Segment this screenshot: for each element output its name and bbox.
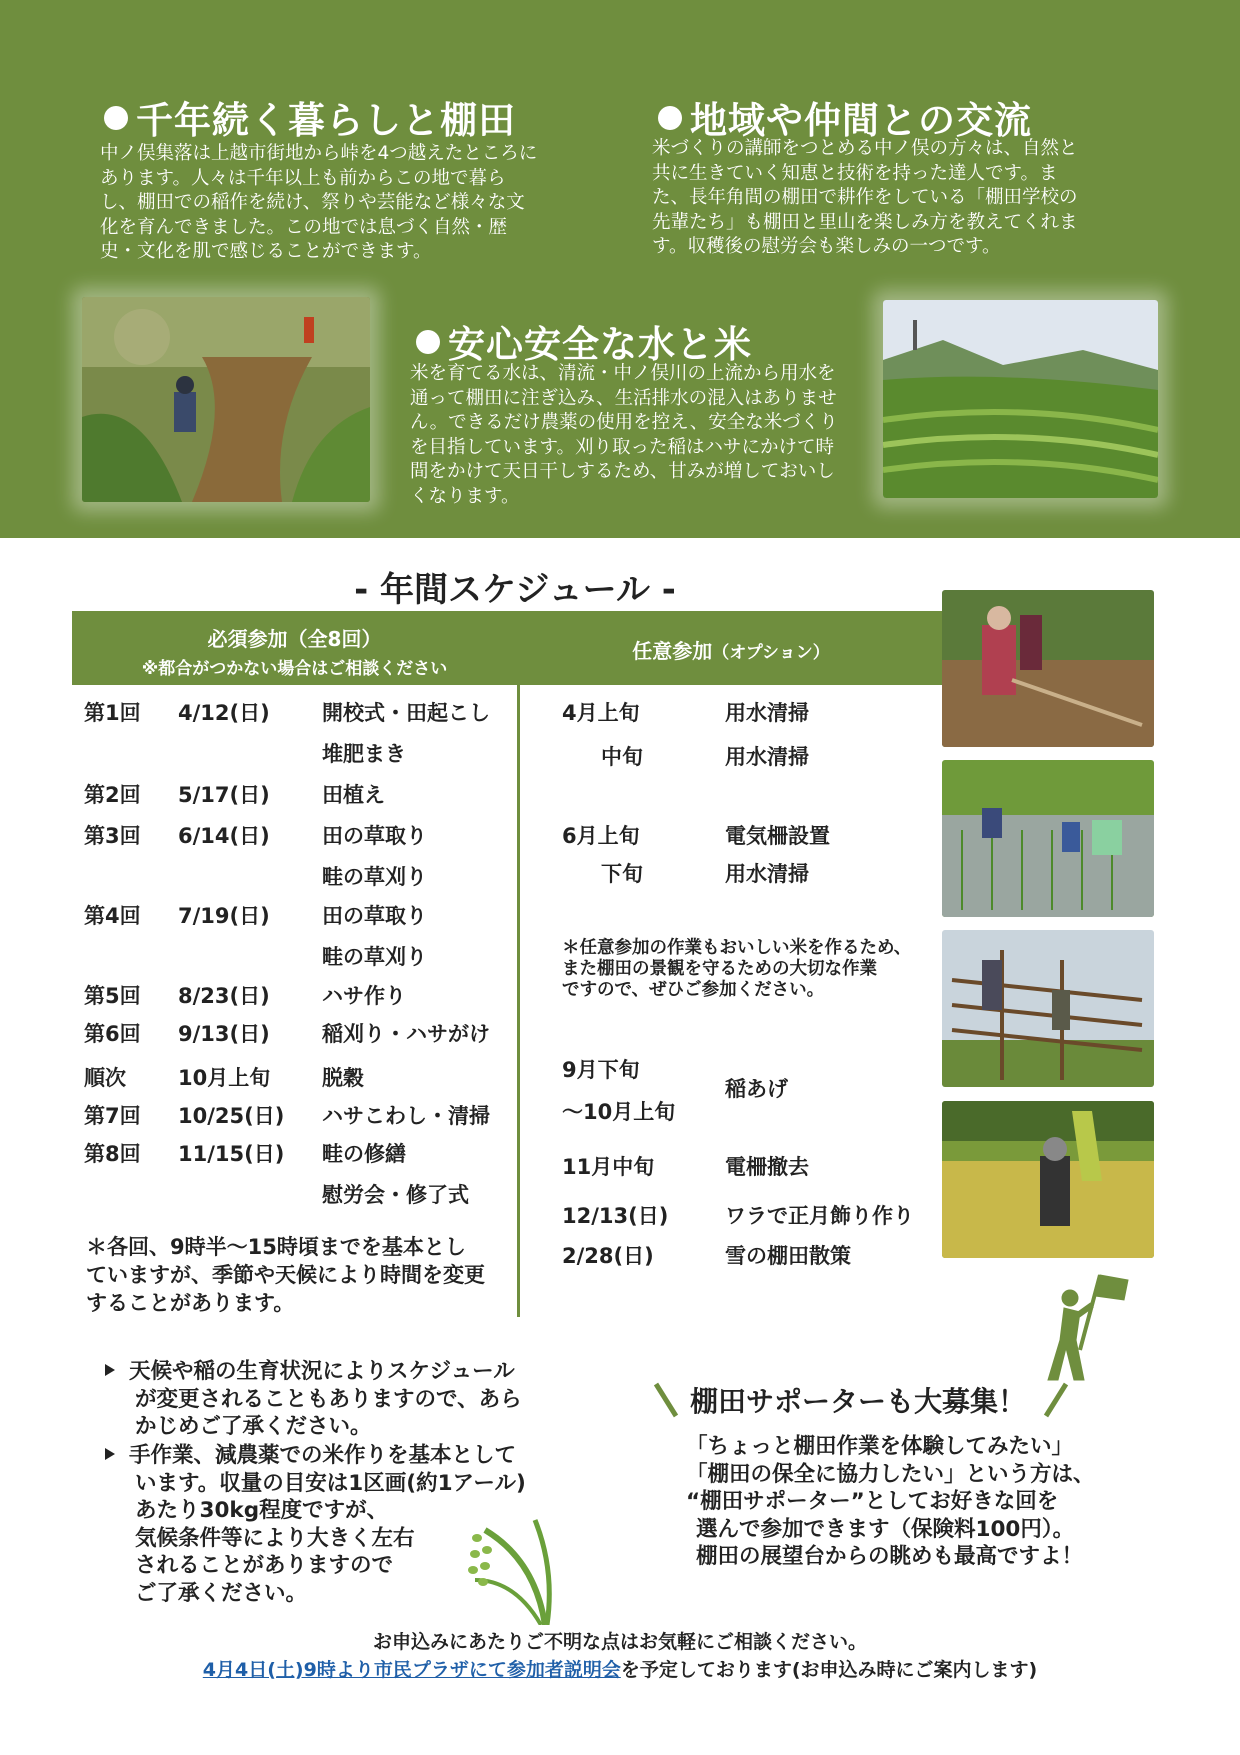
row-task: 田植え (322, 783, 385, 807)
supporter-heading (652, 1380, 1072, 1420)
row-task: 慰労会・修了式 (322, 1183, 469, 1207)
bullet-dot-icon (104, 106, 128, 130)
row-date: 10月上旬 (178, 1066, 271, 1090)
row-no: 順次 (84, 1066, 126, 1090)
row-task: ハサこわし・清掃 (322, 1104, 490, 1128)
row-date: 7/19(日) (178, 904, 270, 928)
row-no: 第6回 (84, 1022, 141, 1046)
schedule-title: - 年間スケジュール - (354, 570, 676, 610)
row-no: 第1回 (84, 701, 141, 725)
row-date: 6/14(日) (178, 824, 270, 848)
row-date: 10/25(日) (178, 1104, 285, 1128)
notice-bullet: 手作業、減農薬での米作りを基本として います。収量の目安は1区画(約1アール) あたり30kg程度ですが、 気候条件等により大きく左右 されることがありますので ご了承ください。 (105, 1442, 526, 1607)
row-task: 田の草取り (322, 904, 427, 928)
opt-date: 12/13(日) (562, 1204, 669, 1228)
row-date: 9/13(日) (178, 1022, 270, 1046)
bullet-dot-icon (416, 330, 440, 354)
row-task: 畦の修繕 (322, 1142, 406, 1166)
opt-task: 電柵撤去 (725, 1155, 809, 1179)
optional-header-label: 任意参加 (632, 639, 713, 663)
opt-date: 下旬 (601, 862, 643, 886)
canal-work-photo (942, 590, 1154, 747)
supporter-title: 棚田サポーターも大募集！ (690, 1385, 1027, 1418)
row-task: 稲刈り・ハサがけ (322, 1022, 490, 1046)
row-task: 畦の草刈り (322, 945, 427, 969)
row-date: 4/12(日) (178, 701, 270, 725)
terraced-landscape-photo (883, 300, 1158, 498)
row-task: 堆肥まき (322, 742, 406, 766)
briefing-session-link[interactable]: 4月4日(土)9時より市民プラザにて参加者説明会 (202, 1659, 621, 1681)
footer-contact: お申込みにあたりご不明な点はお気軽にご相談ください。 (372, 1631, 867, 1653)
opt-date: 6月上旬 (562, 824, 640, 848)
flag-person-icon (1040, 1270, 1130, 1389)
row-no: 第8回 (84, 1142, 141, 1166)
row-task: 田の草取り (322, 824, 427, 848)
drying-rack-photo (942, 930, 1154, 1087)
opt-task: 用水清掃 (725, 701, 809, 725)
opt-date: ～10月上旬 (562, 1100, 676, 1124)
opt-date: 2/28(日) (562, 1244, 654, 1268)
bullet-dot-icon (658, 106, 682, 130)
table-divider (517, 611, 520, 1317)
triangle-bullet-icon (105, 1448, 115, 1460)
opt-task: ワラで正月飾り作り (725, 1204, 914, 1228)
opt-date: 11月中旬 (562, 1155, 655, 1179)
opt-date: 9月下旬 (562, 1058, 640, 1082)
section-title-history: 千年続く暮らしと棚田 (104, 90, 516, 144)
accent-slash-icon (1040, 1380, 1070, 1420)
triangle-bullet-icon (105, 1364, 115, 1376)
section-body-history: 中ノ俣集落は上越市街地から峠を4つ越えたところにあります。人々は千年以上も前からこの地で暮らし、棚田での稲作を続け、祭りや芸能など様々な文化を育んできました。この地では息づく自然・歴史・文化を肌で感じることができます。 (100, 143, 538, 262)
opt-task: 稲あげ (725, 1077, 788, 1101)
row-task: 畦の草刈り (322, 865, 427, 889)
opt-date: 中旬 (601, 745, 643, 769)
row-task: 脱穀 (322, 1066, 364, 1090)
rice-planting-photo (942, 760, 1154, 917)
harvest-photo (942, 1101, 1154, 1258)
footer-info: 4月4日(土)9時より市民プラザにて参加者説明会を予定しております(お申込み時にご案内します) (202, 1659, 1038, 1681)
section-title-exchange: 地域や仲間との交流 (658, 90, 1032, 144)
opt-task: 用水清掃 (725, 745, 809, 769)
row-date: 8/23(日) (178, 984, 270, 1008)
row-date: 5/17(日) (178, 783, 270, 807)
optional-note-line: ですので、ぜひご参加ください。 (562, 980, 825, 1000)
rice-plant-icon (455, 1510, 575, 1629)
opt-task: 用水清掃 (725, 862, 809, 886)
section-body-water-rice: 米を育てる水は、清流・中ノ俣川の上流から用水を通って棚田に注ぎ込み、生活排水の混入はありません。できるだけ農薬の使用を控え、安全な米づくりを目指しています。刈り取った稲はハサにかけて時間をかけて天日干しするため、甘みが増しておいしくなります。 (410, 363, 838, 507)
optional-note-line: また棚田の景観を守るための大切な作業 (562, 959, 877, 979)
notice-bullet: 天候や稲の生育状況によりスケジュール が変更されることもありますので、あら かじめご了承ください。 (105, 1358, 522, 1441)
stream-clearing-photo (82, 297, 370, 502)
optional-header-small: （オプション） (712, 643, 830, 663)
row-no: 第2回 (84, 783, 141, 807)
required-header (72, 611, 517, 685)
opt-task: 電気柵設置 (725, 824, 830, 848)
row-task: 開校式・田起こし (322, 701, 490, 725)
row-date: 11/15(日) (178, 1142, 285, 1166)
row-no: 第7回 (84, 1104, 141, 1128)
required-note: ＊各回、9時半～15時頃までを基本としていますが、季節や天候により時間を変更することがあります。 (86, 1235, 485, 1315)
opt-task: 雪の棚田散策 (725, 1244, 851, 1268)
section-body-exchange: 米づくりの講師をつとめる中ノ俣の方々は、自然と共に生きていく知恵と技術を持った達人です。また、長年角間の棚田で耕作をしている「棚田学校の先輩たち」も棚田と里山を楽しみ方を教えてくれます。収穫後の慰労会も楽しみの一つです。 (652, 138, 1078, 257)
row-task: ハサ作り (322, 984, 406, 1008)
accent-slash-icon (652, 1380, 682, 1420)
optional-header (520, 611, 942, 685)
required-header-note: ※都合がつかない場合はご相談ください (141, 659, 448, 679)
supporter-body: 「ちょっと棚田作業を体験してみたい」 「棚田の保全に協力したい」という方は、 “棚田サポーター”としてお好きな回を 選んで参加できます（保険料100円）。 棚田の展望台からの眺めも最高ですよ！ (686, 1434, 1095, 1569)
row-no: 第4回 (84, 904, 141, 928)
section-title-water-rice: 安心安全な水と米 (416, 314, 752, 368)
opt-date: 4月上旬 (562, 701, 640, 725)
row-no: 第5回 (84, 984, 141, 1008)
optional-note-line: ＊任意参加の作業もおいしい米を作るため、 (562, 938, 912, 958)
row-no: 第3回 (84, 824, 141, 848)
required-header-label: 必須参加（全8回） (207, 627, 382, 651)
